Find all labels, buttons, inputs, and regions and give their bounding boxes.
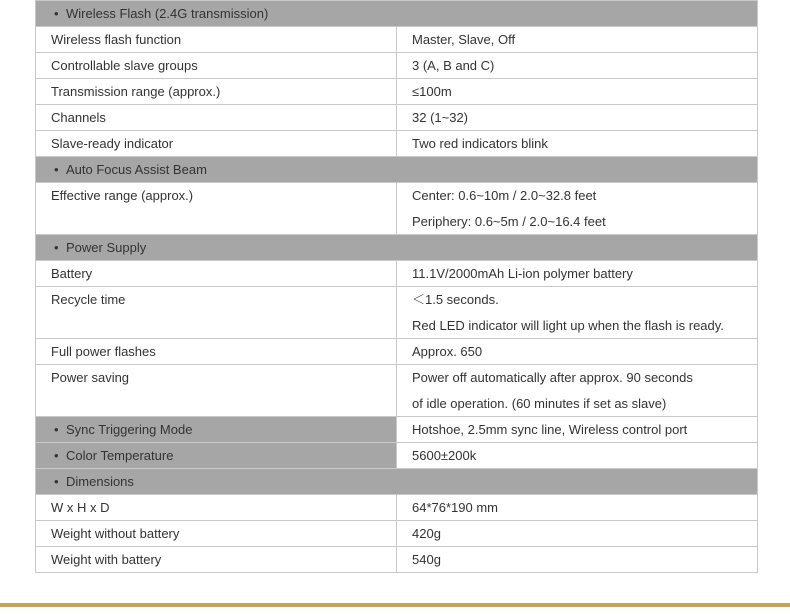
spec-label-cell	[36, 521, 397, 547]
spec-label: Slave-ready indicator	[51, 136, 174, 151]
spec-value-cell	[397, 79, 758, 105]
spec-value: 540g	[412, 552, 441, 567]
spec-value: Hotshoe, 2.5mm sync line, Wireless control port	[412, 422, 688, 437]
section-title: Color Temperature	[66, 448, 174, 463]
spec-value: Red LED indicator will light up when the flash is ready.	[412, 318, 724, 333]
spec-row-controllable-slave-groups	[36, 53, 758, 79]
spec-value: Power off automatically after approx. 90 seconds	[412, 370, 693, 385]
spec-label: Battery	[51, 266, 93, 281]
spec-label-cell	[36, 287, 397, 339]
spec-value: ≤100m	[412, 84, 452, 99]
spec-value: Periphery: 0.6~5m / 2.0~16.4 feet	[412, 214, 606, 229]
spec-row-w-x-h-x-d	[36, 495, 758, 521]
bullet-icon: •	[54, 474, 59, 489]
section-header-power-supply	[36, 235, 758, 261]
spec-label-cell	[36, 547, 397, 573]
spec-value: Two red indicators blink	[412, 136, 548, 151]
spec-label-cell	[36, 183, 397, 235]
spec-row-power-saving	[36, 365, 758, 417]
bullet-icon: •	[54, 448, 59, 463]
spec-value-cell	[397, 495, 758, 521]
spec-value-cell	[397, 287, 758, 339]
spec-label: Controllable slave groups	[51, 58, 198, 73]
section-header-wireless-flash-2-4g-transmission	[36, 1, 758, 27]
spec-value-cell	[397, 27, 758, 53]
spec-label: Channels	[51, 110, 106, 125]
spec-label-cell	[36, 27, 397, 53]
spec-label-cell	[36, 131, 397, 157]
spec-row-full-power-flashes	[36, 339, 758, 365]
section-header-cell	[36, 417, 397, 443]
section-header-cell	[36, 443, 397, 469]
spec-row-weight-with-battery	[36, 547, 758, 573]
spec-value: 11.1V/2000mAh Li-ion polymer battery	[412, 266, 633, 281]
spec-value: Master, Slave, Off	[412, 32, 516, 47]
spec-value-cell	[397, 261, 758, 287]
section-header-cell	[36, 157, 758, 183]
spec-value-cell	[397, 131, 758, 157]
spec-label: Wireless flash function	[51, 32, 182, 47]
specifications-table	[35, 0, 758, 573]
spec-value: 32 (1~32)	[412, 110, 469, 125]
spec-value-cell	[397, 183, 758, 235]
spec-value: Approx. 650	[412, 344, 483, 359]
section-title: Dimensions	[66, 474, 134, 489]
spec-row-recycle-time	[36, 287, 758, 339]
spec-value-cell	[397, 443, 758, 469]
section-header-cell	[36, 469, 758, 495]
spec-label: W x H x D	[51, 500, 110, 515]
spec-value: 5600±200k	[412, 448, 477, 463]
spec-row-weight-without-battery	[36, 521, 758, 547]
spec-label-cell	[36, 261, 397, 287]
spec-row-effective-range-approx	[36, 183, 758, 235]
spec-label: Transmission range (approx.)	[51, 84, 221, 99]
spec-label: Weight with battery	[51, 552, 162, 567]
bullet-icon: •	[54, 6, 59, 21]
section-header-auto-focus-assist-beam	[36, 157, 758, 183]
spec-label-cell	[36, 339, 397, 365]
spec-row-wireless-flash-function	[36, 27, 758, 53]
spec-value: of idle operation. (60 minutes if set as slave)	[412, 396, 667, 411]
spec-row-battery	[36, 261, 758, 287]
section-title: Wireless Flash (2.4G transmission)	[66, 6, 269, 21]
spec-row-channels	[36, 105, 758, 131]
spec-value-cell	[397, 365, 758, 417]
spec-label: Power saving	[51, 370, 130, 385]
spec-label-cell	[36, 105, 397, 131]
footer-divider	[0, 603, 790, 607]
spec-value: Center: 0.6~10m / 2.0~32.8 feet	[412, 188, 597, 203]
specifications-table-body	[36, 1, 758, 573]
section-title: Sync Triggering Mode	[66, 422, 193, 437]
spec-label: Effective range (approx.)	[51, 188, 194, 203]
section-header-dimensions	[36, 469, 758, 495]
spec-value: 64*76*190 mm	[412, 500, 498, 515]
spec-value-cell	[397, 547, 758, 573]
spec-value: 3 (A, B and C)	[412, 58, 495, 73]
section-title: Auto Focus Assist Beam	[66, 162, 207, 177]
spec-label-cell	[36, 495, 397, 521]
section-header-cell	[36, 235, 758, 261]
spec-value-cell	[397, 521, 758, 547]
spec-value: ＜1.5 seconds.	[412, 292, 499, 307]
spec-label-cell	[36, 53, 397, 79]
spec-row-color-temperature	[36, 443, 758, 469]
bullet-icon: •	[54, 162, 59, 177]
section-header-cell	[36, 1, 758, 27]
spec-row-sync-triggering-mode	[36, 417, 758, 443]
bullet-icon: •	[54, 422, 59, 437]
spec-value-cell	[397, 105, 758, 131]
spec-value-cell	[397, 339, 758, 365]
spec-label: Recycle time	[51, 292, 126, 307]
spec-label-cell	[36, 79, 397, 105]
spec-label: Weight without battery	[51, 526, 180, 541]
bullet-icon: •	[54, 240, 59, 255]
spec-value: 420g	[412, 526, 441, 541]
spec-label: Full power flashes	[51, 344, 156, 359]
section-title: Power Supply	[66, 240, 147, 255]
spec-label-cell	[36, 365, 397, 417]
spec-value-cell	[397, 53, 758, 79]
spec-row-slave-ready-indicator	[36, 131, 758, 157]
spec-row-transmission-range-approx	[36, 79, 758, 105]
spec-value-cell	[397, 417, 758, 443]
